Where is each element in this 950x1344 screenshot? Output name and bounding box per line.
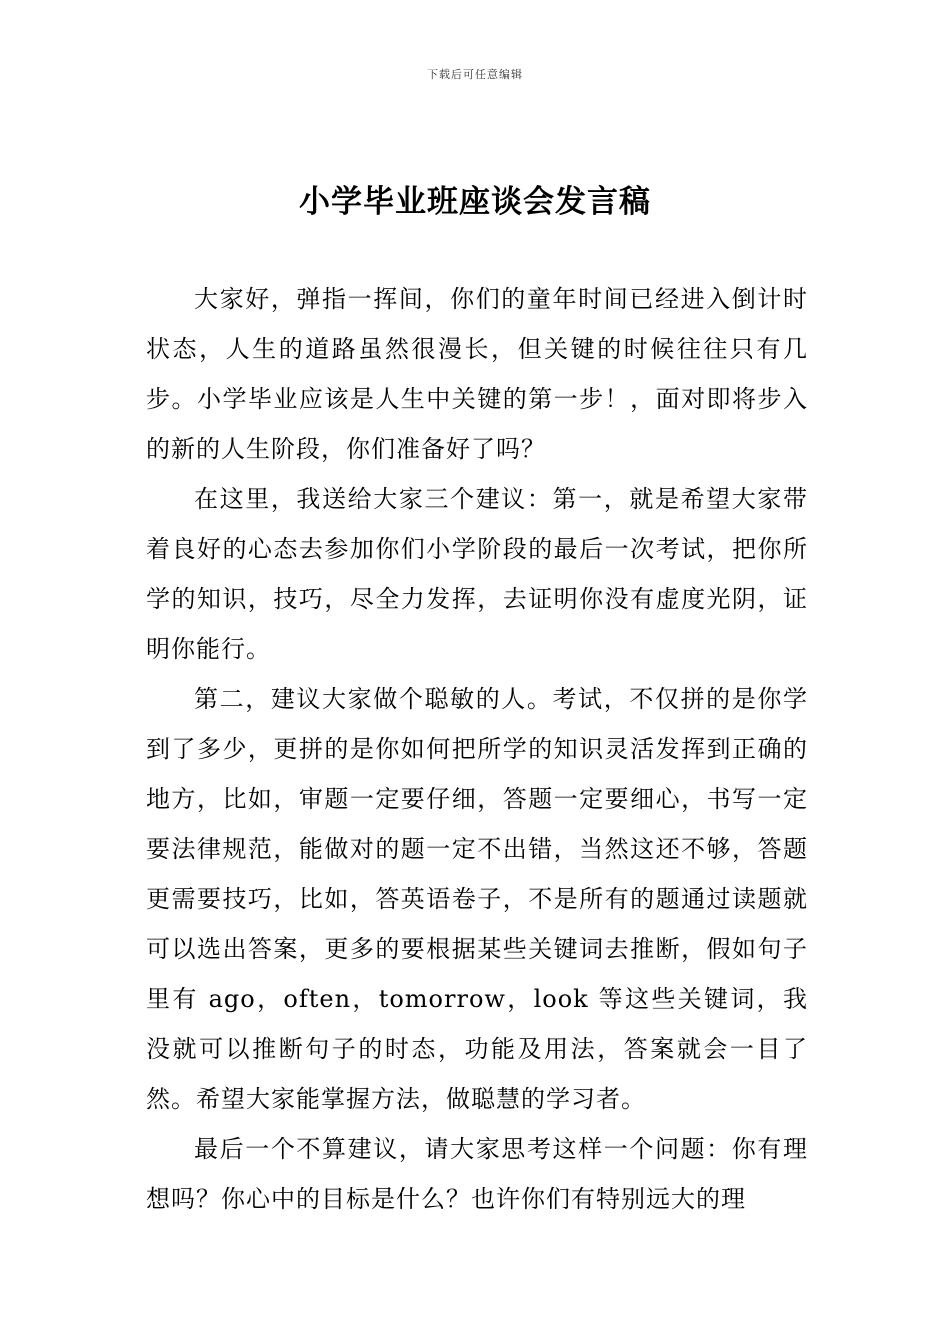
paragraph-final-question: 最后一个不算建议，请大家思考这样一个问题：你有理想吗？你心中的目标是什么？也许你们有特别远大的理 xyxy=(146,1135,808,1213)
header-note: 下载后可任意编辑 xyxy=(427,68,523,81)
paragraph-suggestion-two: 第二，建议大家做个聪敏的人。考试，不仅拼的是你学到了多少，更拼的是你如何把所学的知识灵活发挥到正确的地方，比如，审题一定要仔细，答题一定要细心，书写一定要法律规范，能做对的题一定不出错，当然这还不够，答题更需要技巧，比如，答英语卷子，不是所有的题通过读题就可以选出答案，更多的要根据某些关键词去推断，假如句子里有 ago，often，tomorrow，look 等这些关键词，我没就可以推断句子的时态，功能及用法，答案就会一目了然。希望大家能掌握方法，做聪慧的学习者。 xyxy=(146,685,808,1113)
document-body xyxy=(146,274,808,1224)
paragraph-greeting: 大家好，弹指一挥间，你们的童年时间已经进入倒计时状态，人生的道路虽然很漫长，但关键的时候往往只有几步。小学毕业应该是人生中关键的第一步！，面对即将步入的新的人生阶段，你们准备好了吗？ xyxy=(146,285,808,463)
document-title: 小学毕业班座谈会发言稿 xyxy=(299,184,651,220)
paragraph-suggestion-one: 在这里，我送给大家三个建议：第一，就是希望大家带着良好的心态去参加你们小学阶段的最后一次考试，把你所学的知识，技巧，尽全力发挥，去证明你没有虚度光阴，证明你能行。 xyxy=(146,485,808,663)
